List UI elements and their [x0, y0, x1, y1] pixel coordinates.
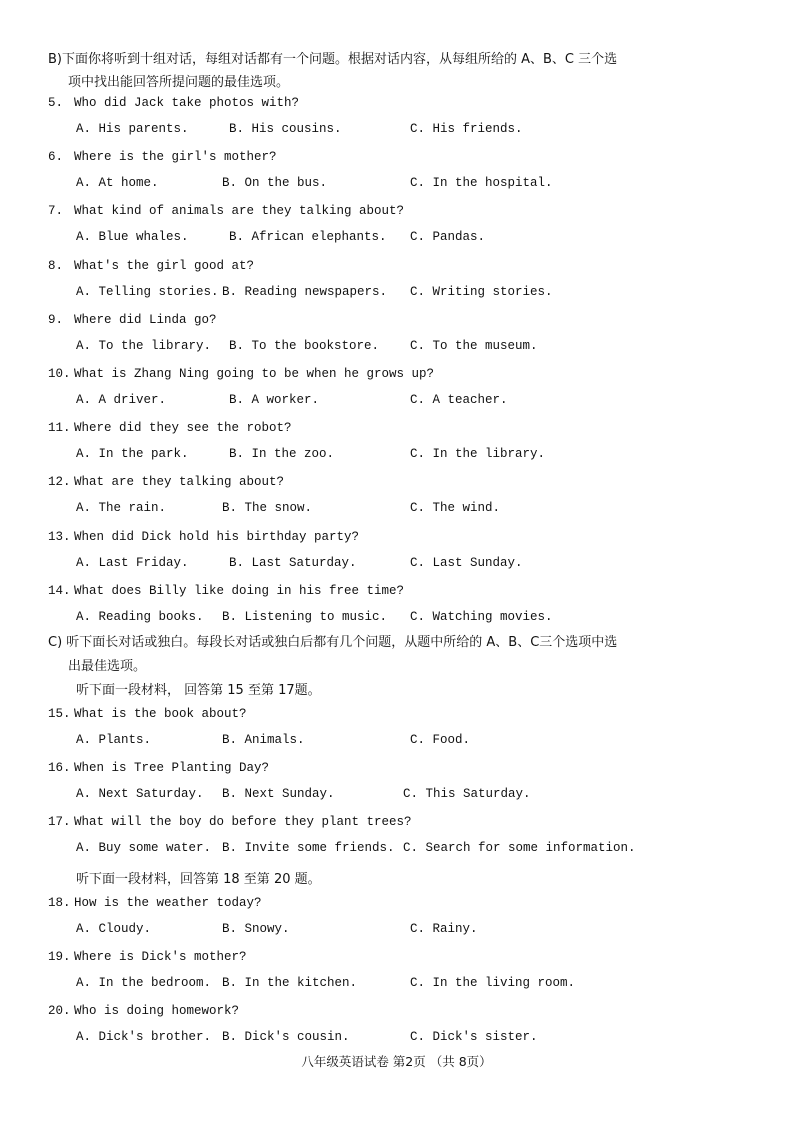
question-line [48, 421, 292, 435]
section-b-instruction-line1: B)下面你将听到十组对话，每组对话都有一个问题。根据对话内容，从每组所给的 A、B、C 三个选 [48, 52, 618, 67]
question-number: 16. [48, 761, 71, 776]
section-b-instruction-line2: 项中找出能回答所提问题的最佳选项。 [68, 75, 290, 90]
option-b: B. In the zoo. [229, 447, 335, 462]
question-text: How is the weather today? [74, 896, 262, 910]
question-line [48, 584, 404, 598]
question-text: What will the boy do before they plant trees? [74, 815, 412, 830]
question-line [48, 259, 254, 273]
question-number: 15. [48, 707, 71, 721]
option-a: A. Blue whales. [76, 230, 189, 245]
section-c-instruction-line2: 出最佳选项。 [68, 659, 147, 674]
question-line [48, 896, 262, 910]
question-line [48, 96, 299, 110]
question-number: 10. [48, 367, 71, 381]
option-c: C. To the museum. [410, 338, 538, 353]
question-text: Who is doing homework? [74, 1004, 240, 1019]
section-c-instruction-line1: C) 听下面长对话或独白。每段长对话或独白后都有几个问题，从题中所给的 A、B、C三个选项中选 [48, 635, 618, 650]
question-number: 5. [48, 96, 64, 110]
question-line [48, 367, 434, 381]
question-number: 20. [48, 1004, 71, 1019]
option-a: A. To the library. [76, 338, 212, 353]
option-a: A. In the park. [76, 447, 189, 462]
option-a: A. Dick's brother. [76, 1030, 212, 1045]
question-text: When is Tree Planting Day? [74, 761, 270, 776]
question-text: Where did Linda go? [74, 312, 217, 327]
question-text: What is Zhang Ning going to be when he grows up? [74, 367, 435, 381]
option-c: C. In the living room. [410, 976, 576, 991]
question-number: 8. [48, 258, 64, 273]
question-line [48, 475, 284, 489]
question-line [48, 530, 359, 544]
option-c: C. Watching movies. [410, 609, 553, 624]
option-b: B. Last Saturday. [229, 555, 357, 570]
question-line [48, 707, 247, 721]
option-b: B. His cousins. [229, 122, 342, 136]
question-text: What is the book about? [74, 707, 247, 721]
question-number: 19. [48, 950, 71, 965]
option-b: B. A worker. [229, 393, 320, 407]
option-c: C. A teacher. [410, 393, 508, 407]
question-text: What kind of animals are they talking about? [74, 204, 405, 219]
material-1-instruction: 听下面一段材料， 回答第 15 至第 17题。 [76, 683, 321, 698]
option-b: B. In the kitchen. [222, 976, 358, 991]
option-a: A. Cloudy. [76, 922, 152, 936]
question-text: Who did Jack take photos with? [74, 96, 300, 110]
option-b: B. Animals. [222, 733, 305, 747]
question-text: What does Billy like doing in his free time? [74, 583, 405, 598]
option-c: C. Last Sunday. [410, 555, 523, 570]
question-line [48, 313, 217, 327]
question-line [48, 204, 404, 218]
option-a: A. Buy some water. [76, 841, 212, 856]
option-a: A. Plants. [76, 733, 152, 747]
question-text: Where is the girl's mother? [74, 150, 277, 165]
option-a: A. At home. [76, 176, 159, 191]
option-b: B. Next Sunday. [222, 787, 335, 802]
question-text: Where did they see the robot? [74, 421, 292, 436]
option-c: C. Search for some information. [403, 841, 636, 856]
question-line [48, 150, 277, 164]
option-c: C. Rainy. [410, 922, 478, 936]
option-b: B. On the bus. [222, 176, 328, 191]
option-b: B. African elephants. [229, 230, 387, 245]
option-a: A. A driver. [76, 393, 167, 407]
option-b: B. To the bookstore. [229, 338, 380, 353]
question-number: 14. [48, 583, 71, 598]
question-line [48, 1004, 239, 1018]
option-c: C. Food. [410, 733, 471, 747]
question-text: What's the girl good at? [74, 258, 255, 273]
question-number: 6. [48, 150, 64, 165]
option-a: A. Reading books. [76, 609, 204, 624]
option-a: A. Telling stories. [76, 284, 219, 299]
option-a: A. Last Friday. [76, 555, 189, 570]
option-c: C. In the hospital. [410, 176, 553, 191]
question-number: 17. [48, 815, 71, 830]
page-footer: 八年级英语试卷 第2页 （共 8页） [301, 1054, 492, 1069]
question-text: What are they talking about? [74, 475, 285, 490]
question-number: 18. [48, 896, 71, 910]
option-c: C. The wind. [410, 501, 501, 516]
question-number: 12. [48, 475, 71, 490]
question-line [48, 761, 269, 775]
question-line [48, 950, 247, 964]
question-number: 13. [48, 529, 71, 544]
option-b: B. Snowy. [222, 922, 290, 936]
option-b: B. Listening to music. [222, 609, 388, 624]
option-c: C. Dick's sister. [410, 1030, 538, 1045]
option-b: B. Reading newspapers. [222, 284, 388, 299]
option-c: C. His friends. [410, 122, 523, 136]
option-b: B. Dick's cousin. [222, 1030, 350, 1045]
option-c: C. Pandas. [410, 230, 486, 245]
option-a: A. Next Saturday. [76, 787, 204, 802]
material-2-instruction: 听下面一段材料，回答第 18 至第 20 题。 [76, 872, 321, 887]
option-a: A. The rain. [76, 501, 167, 516]
option-a: A. In the bedroom. [76, 976, 212, 991]
option-c: C. Writing stories. [410, 284, 553, 299]
option-a: A. His parents. [76, 122, 189, 136]
question-text: When did Dick hold his birthday party? [74, 529, 360, 544]
question-number: 11. [48, 421, 71, 436]
question-number: 9. [48, 312, 64, 327]
option-c: C. This Saturday. [403, 787, 531, 802]
option-b: B. Invite some friends. [222, 841, 395, 856]
question-number: 7. [48, 204, 64, 219]
question-text: Where is Dick's mother? [74, 950, 247, 965]
question-line [48, 815, 412, 829]
option-c: C. In the library. [410, 447, 546, 462]
option-b: B. The snow. [222, 501, 313, 516]
